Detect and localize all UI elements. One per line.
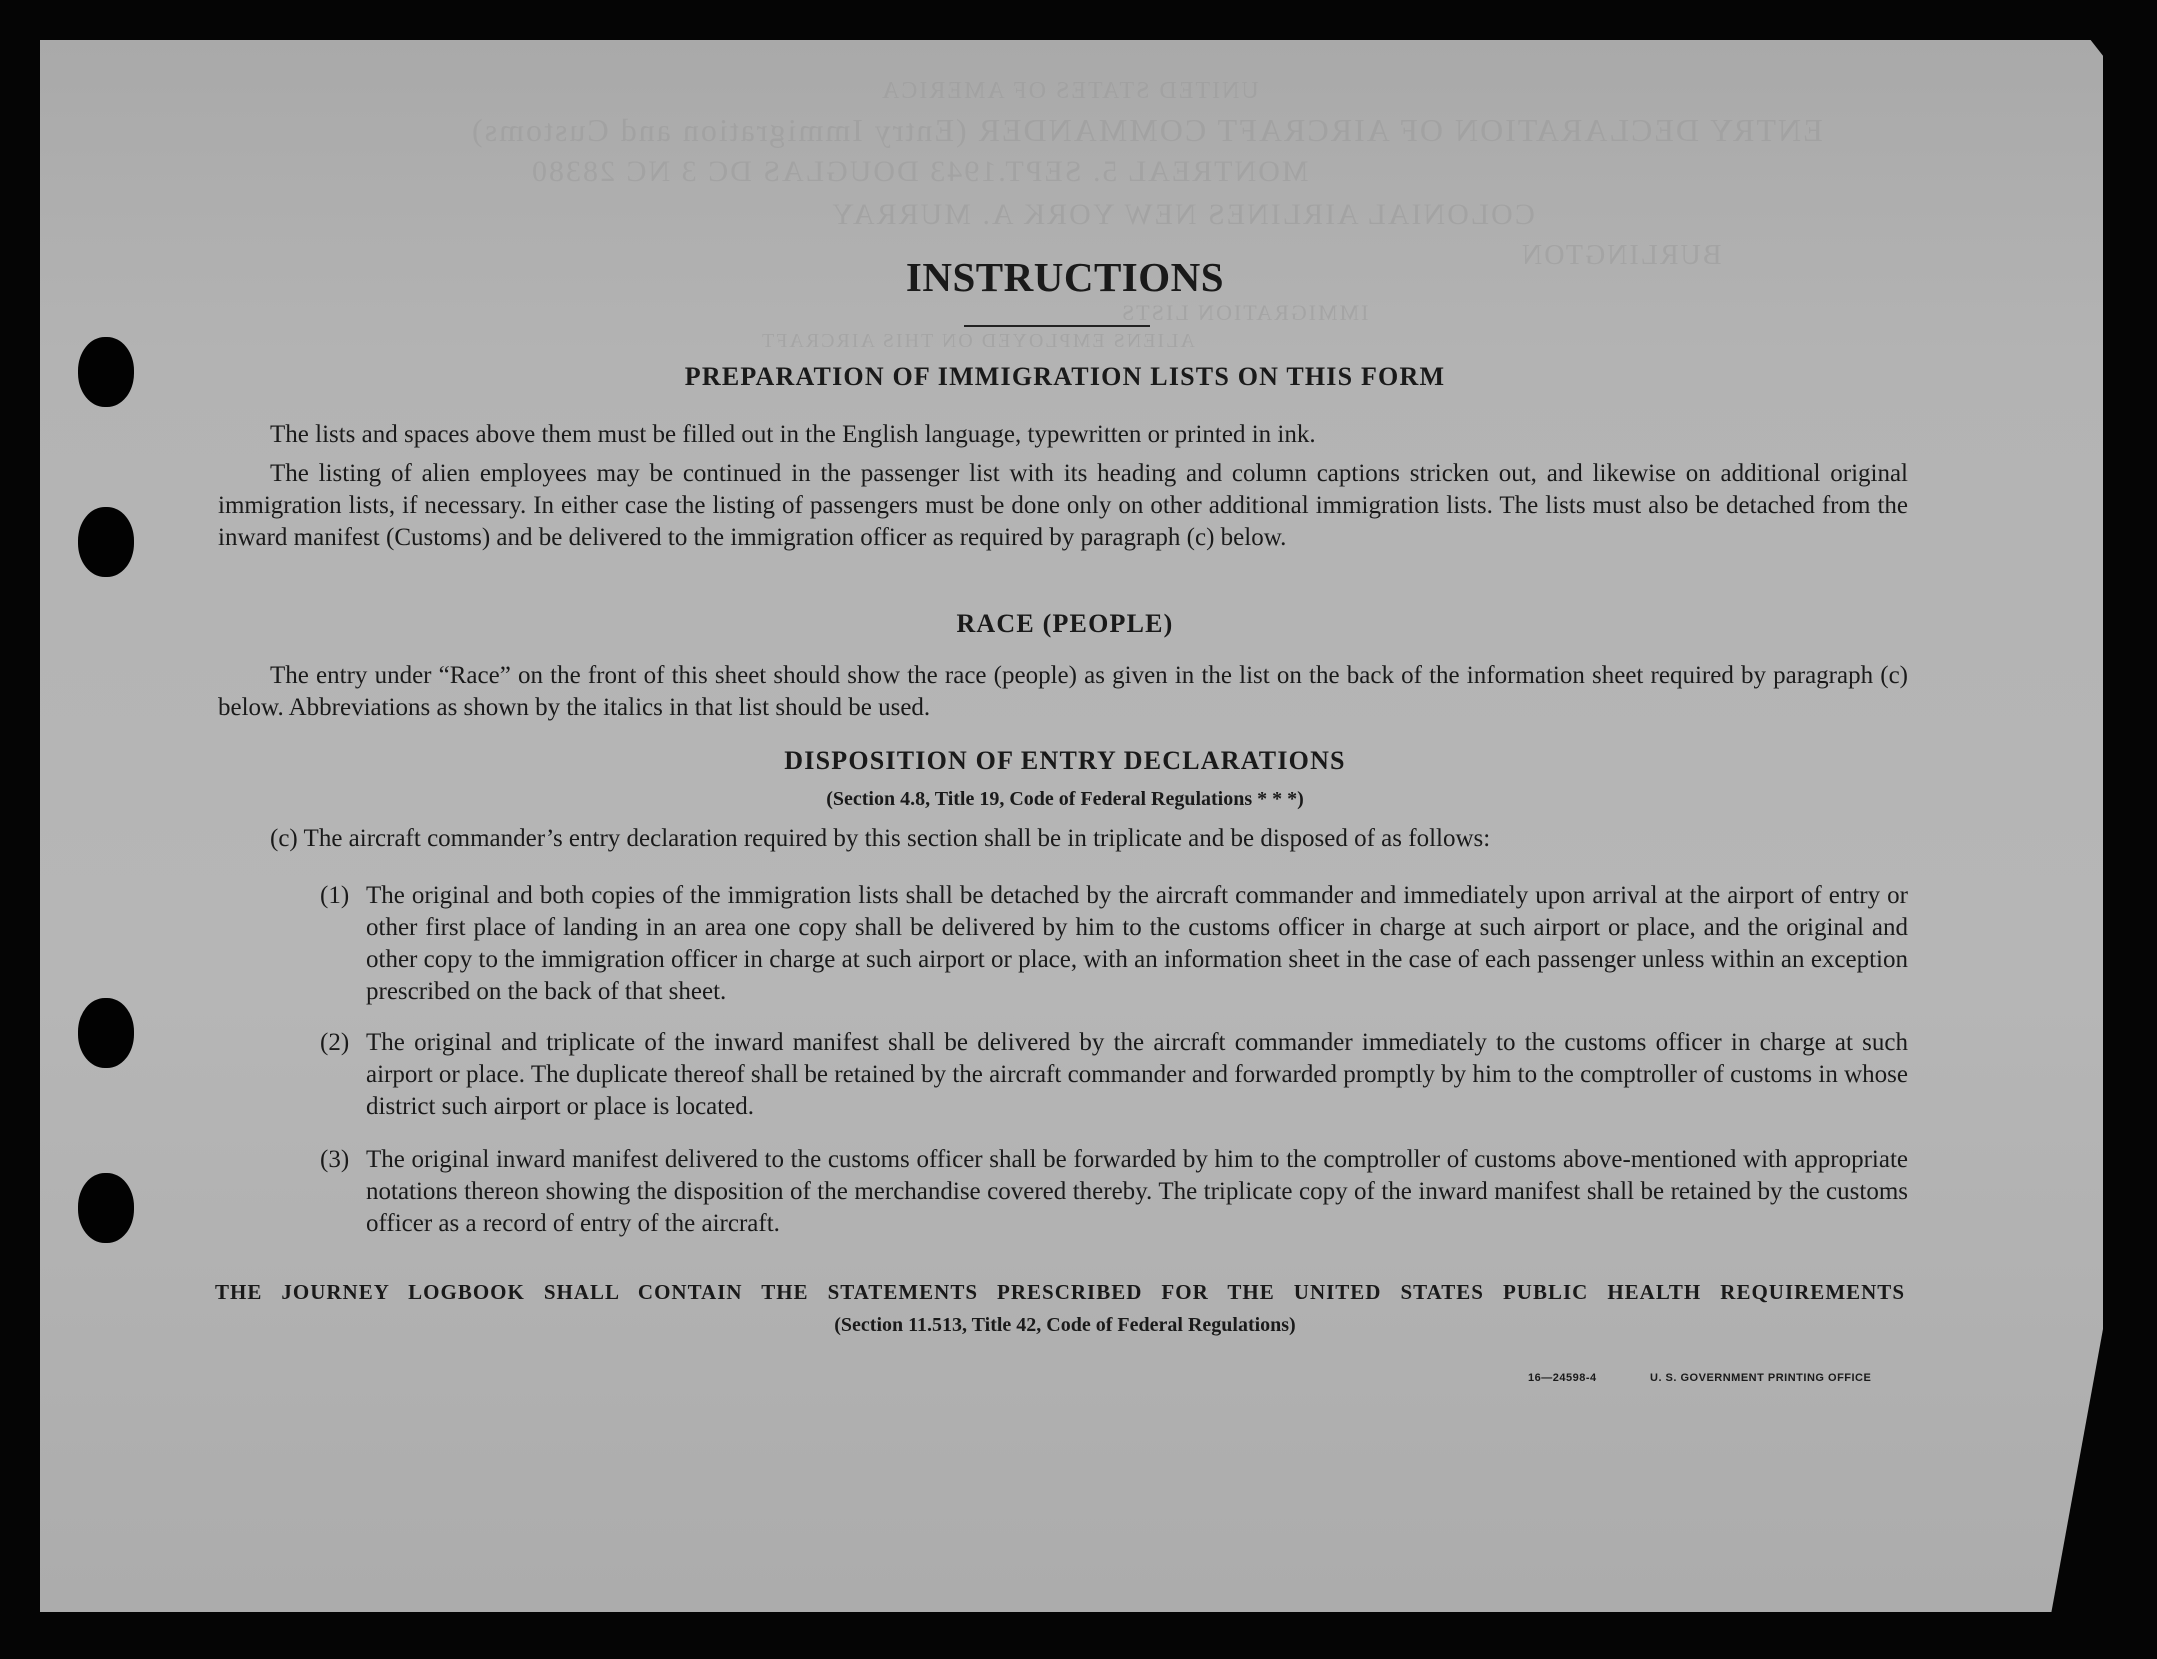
paragraph-language: The lists and spaces above them must be filled out in the English language, typewritten or printed in ink. <box>270 421 1316 448</box>
print-code: 16—24598-4 <box>1528 1372 1597 1384</box>
bleed-through-line: ENTRY DECLARATION OF AIRCRAFT COMMANDER (Entry Immigration and Customs) <box>470 112 1823 148</box>
title-underline <box>964 325 1150 327</box>
printing-office-imprint: U. S. GOVERNMENT PRINTING OFFICE <box>1650 1372 1872 1384</box>
list-item <box>320 1144 1908 1240</box>
section-heading-race: RACE (PEOPLE) <box>956 609 1174 638</box>
bleed-through-line: UNITED STATES OF AMERICA <box>880 78 1259 104</box>
paragraph-disposition-intro: (c) The aircraft commander’s entry declaration required by this section shall be in triplicate and be disposed of as follows: <box>270 825 1491 852</box>
bleed-through-line: IMMIGRATION LISTS <box>1120 300 1369 325</box>
item-number: (2) <box>320 1029 350 1056</box>
bleed-through-line: MONTREAL 5. SEPT.1943 DOUGLAS DC 3 NC 28380 <box>530 155 1309 188</box>
paragraph-alien-employees: The listing of alien employees may be continued in the passenger list with its heading and column captions stricken out, and likewise on additional original immigration lists, if necessary. In either case the listing of passengers must be done only on other additional immigration lists. The lists must also be detached from the inward manifest (Customs) and be delivered to the immigration officer as required by paragraph (c) below. <box>218 460 1908 551</box>
public-health-heading: THE JOURNEY LOGBOOK SHALL CONTAIN THE STATEMENTS PRESCRIBED FOR THE UNITED STATES PUBLIC HEALTH REQUIREMENTS <box>215 1280 1905 1304</box>
list-item <box>320 1027 1908 1123</box>
section-heading-preparation: PREPARATION OF IMMIGRATION LISTS ON THIS FORM <box>684 362 1446 391</box>
item-text: The original and triplicate of the inward manifest shall be delivered by the aircraft commander immediately to the customs officer in charge at such airport or place. The duplicate thereof shall be retained by the aircraft commander and forwarded promptly by him to the comptroller of customs in whose district such airport or place is located. <box>366 1029 1908 1120</box>
bleed-through-line: ALIENS EMPLOYED ON THIS AIRCRAFT <box>760 330 1195 352</box>
item-number: (1) <box>320 882 350 909</box>
paragraph-race: The entry under “Race” on the front of this sheet should show the race (people) as given in the list on the back of the information sheet required by paragraph (c) below. Abbreviations as shown by the italics in that list should be used. <box>218 662 1908 721</box>
item-text: The original and both copies of the immigration lists shall be detached by the aircraft commander and immediately upon arrival at the airport of entry or other first place of landing in an area one copy shall be delivered by him to the customs officer in charge at such airport or place, and the original and other copy to the immigration officer in charge at such airport or place, with an information sheet in the case of each passenger unless within an exception prescribed on the back of that sheet. <box>366 882 1908 1005</box>
bleed-through-line: COLONIAL AIRLINES NEW YORK A. MURRAY <box>830 198 1535 231</box>
section-citation: (Section 4.8, Title 19, Code of Federal Regulations * * *) <box>826 788 1304 810</box>
item-text: The original inward manifest delivered to the customs officer shall be forwarded by him to the comptroller of customs above-mentioned with appropriate notations thereon showing the disposition of the merchandise covered thereby. The triplicate copy of the inward manifest shall be retained by the customs officer as a record of entry of the aircraft. <box>366 1146 1908 1237</box>
public-health-citation: (Section 11.513, Title 42, Code of Federal Regulations) <box>834 1314 1296 1336</box>
page-title: INSTRUCTIONS <box>905 254 1225 300</box>
section-heading-disposition: DISPOSITION OF ENTRY DECLARATIONS <box>784 746 1346 775</box>
list-item <box>320 880 1908 1008</box>
bleed-through-line: BURLINGTON <box>1520 240 1722 271</box>
item-number: (3) <box>320 1146 350 1173</box>
